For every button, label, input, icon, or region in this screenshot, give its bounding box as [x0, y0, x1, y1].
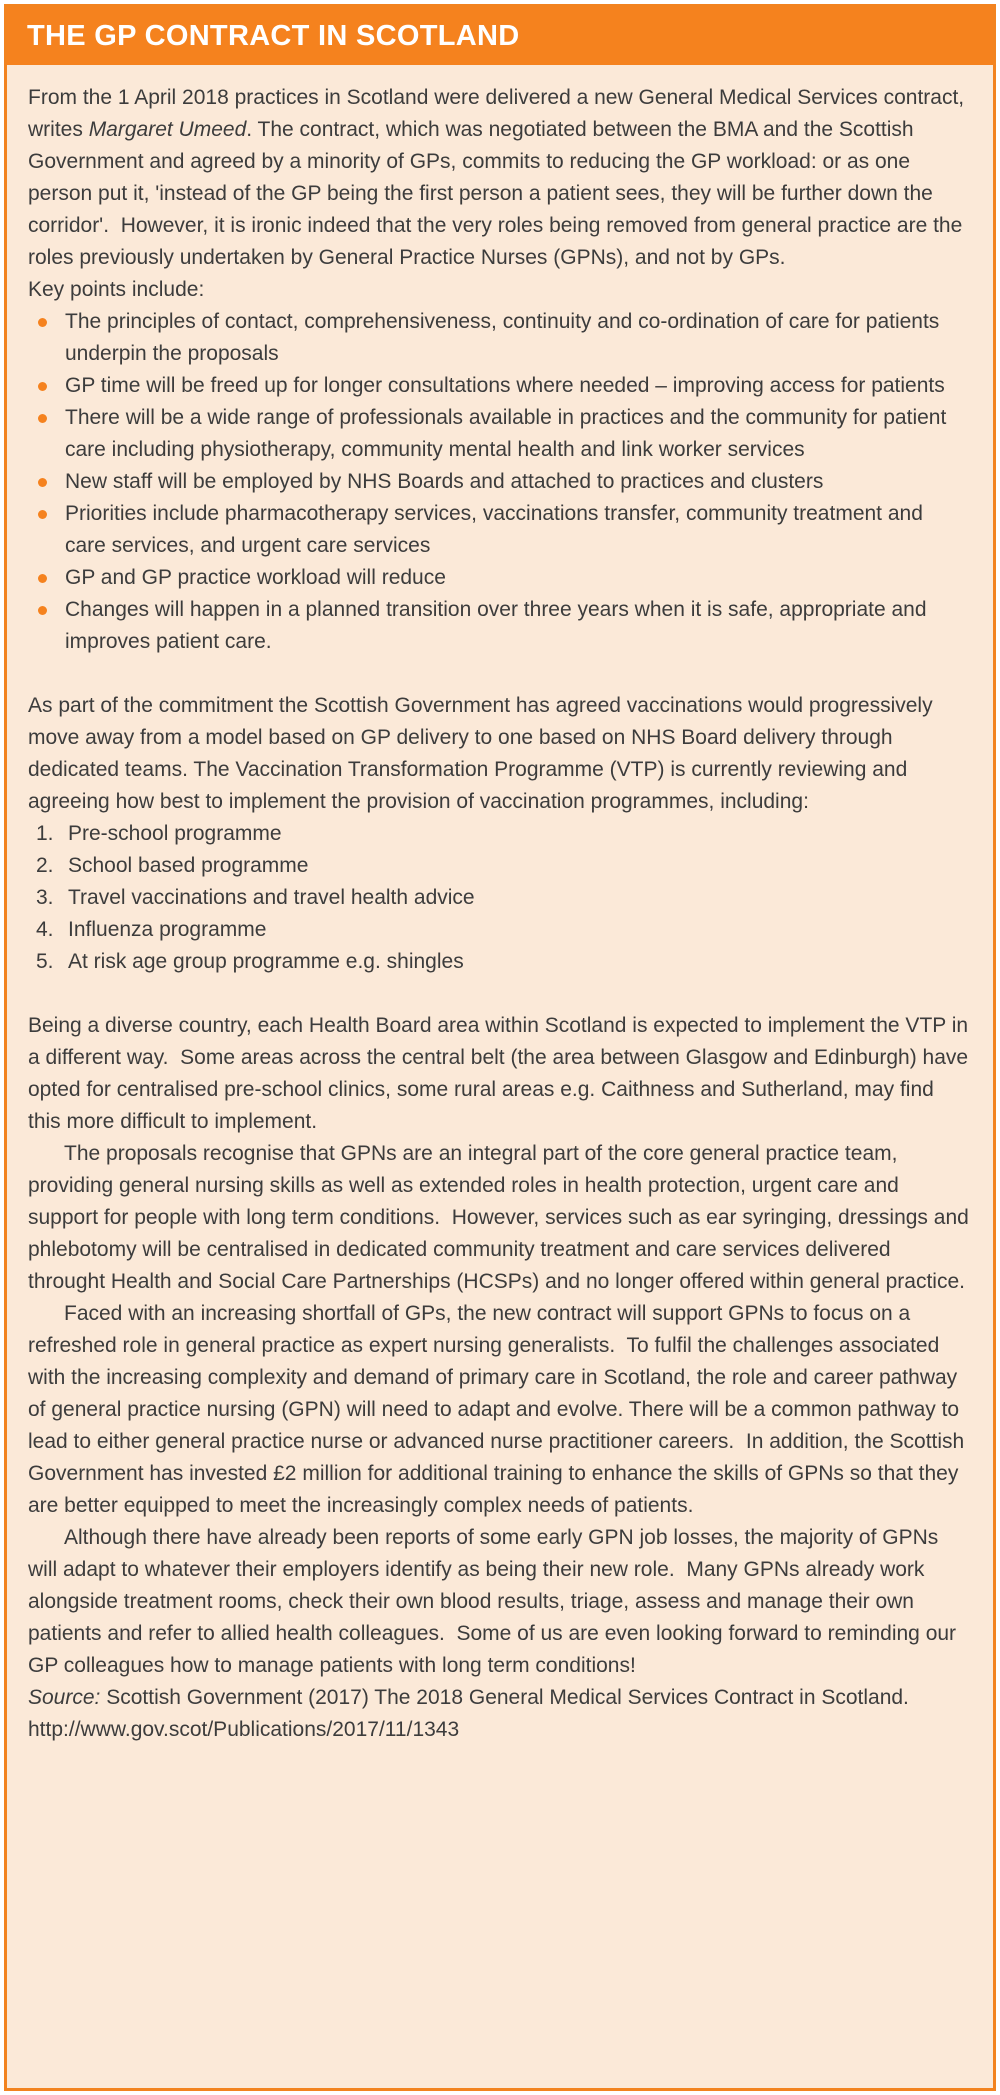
intro-paragraph [28, 82, 969, 274]
bullet-icon [38, 318, 47, 327]
intro-text-continued: . The contract, which was negotiated between the BMA and the Scottish Government and agreed by a minority of GPs, commits to reducing the GP workload: or as one person put it, 'instead of the GP being the first person a patient sees, they will be further down the corridor'. However, it is ironic indeed that the very roles being removed from general practice are the roles previously undertaken by General Practice Nurses (GPNs), and not by GPs. [28, 118, 969, 269]
list-item [28, 594, 969, 658]
bullet-icon [38, 414, 47, 423]
item-number: 4. [36, 918, 54, 941]
list-item [28, 466, 969, 498]
page-title: THE GP CONTRACT IN SCOTLAND [27, 20, 520, 52]
numbered-item [28, 882, 969, 914]
item-text: Travel vaccinations and travel health advice [68, 886, 475, 909]
proposals-paragraph: The proposals recognise that GPNs are an integral part of the core general practice team, providing general nursing skills as well as extended roles in health protection, urgent care and support for people with long term conditions. However, services such as ear syringing, dressings and phlebotomy will be centralised in dedicated community treatment and care services delivered throught Health and Social Care Partnerships (HCSPs) and no longer offered within general practice. [28, 1142, 975, 1293]
health-board-paragraph: Being a diverse country, each Health Board area within Scotland is expected to implement the VTP in a different way. Some areas across the central belt (the area between Glasgow and Edinburgh) have opted for centralised pre-school clinics, some rural areas e.g. Caithness and Sutherland, may find this more difficult to implement. [28, 1014, 974, 1133]
item-text: Pre-school programme [68, 822, 282, 845]
item-number: 5. [36, 950, 54, 973]
job-losses-paragraph: Although there have already been reports of some early GPN job losses, the majority of GPNs will adapt to whatever their employers identify as being their new role. Many GPNs already work alongside treatment rooms, check their own blood results, triage, assess and manage their own patients and refer to allied health colleagues. Some of us are even looking forward to reminding our GP colleagues how to manage patients with long term conditions! [28, 1526, 962, 1677]
key-points-heading: Key points include: [28, 278, 205, 301]
bullet-icon [38, 574, 47, 583]
box-header [7, 7, 993, 65]
bullet-text: There will be a wide range of professionals available in practices and the community for patient care including physiotherapy, community mental health and link worker services [65, 406, 953, 461]
author-name: Margaret Umeed [88, 118, 247, 141]
bullet-text: New staff will be employed by NHS Boards and attached to practices and clusters [65, 470, 824, 493]
bullet-icon [38, 478, 47, 487]
bullet-text: Priorities include pharmacotherapy services, vaccinations transfer, community treatment and care services, and urgent care services [65, 502, 929, 557]
bullet-icon [38, 510, 47, 519]
bullet-text: GP and GP practice workload will reduce [65, 566, 446, 589]
list-item [28, 370, 969, 402]
source-text: Scottish Government (2017) The 2018 General Medical Services Contract in Scotland. http://www.gov.scot/Publications/2017/11/1343 [28, 1686, 915, 1741]
bullet-icon [38, 606, 47, 615]
item-number: 1. [36, 822, 54, 845]
numbered-item [28, 914, 969, 946]
programme-list [28, 818, 969, 978]
bullet-text: Changes will happen in a planned transition over three years when it is safe, appropriate and improves patient care. [65, 598, 933, 653]
bullet-text: The principles of contact, comprehensiveness, continuity and co-ordination of care for patients underpin the proposals [65, 310, 946, 365]
item-number: 3. [36, 886, 54, 909]
numbered-item [28, 818, 969, 850]
vaccination-paragraph: As part of the commitment the Scottish Government has agreed vaccinations would progressively move away from a model based on GP delivery to one based on NHS Board delivery through dedicated teams. The Vaccination Transformation Programme (VTP) is currently reviewing and agreeing how best to implement the provision of vaccination programmes, including: [28, 694, 939, 813]
bullet-text: GP time will be freed up for longer consultations where needed – improving access for patients [65, 374, 945, 397]
gp-shortfall-paragraph: Faced with an increasing shortfall of GPs, the new contract will support GPNs to focus on a refreshed role in general practice as expert nursing generalists. To fulfil the challenges associated with the increasing complexity and demand of primary care in Scotland, the role and career pathway of general practice nursing (GPN) will need to adapt and evolve. There will be a common pathway to lead to either general practice nurse or advanced nurse practitioner careers. In addition, the Scottish Government has invested £2 million for additional training to enhance the skills of GPNs so that they are better equipped to meet the increasingly complex needs of patients. [28, 1302, 971, 1517]
item-text: School based programme [68, 854, 309, 877]
item-text: At risk age group programme e.g. shingles [68, 950, 464, 973]
numbered-item [28, 946, 969, 978]
key-points-list [28, 306, 969, 658]
numbered-item [28, 850, 969, 882]
source-line [28, 1682, 969, 1746]
list-item [28, 402, 969, 466]
box-body [7, 65, 993, 1772]
list-item [28, 498, 969, 562]
item-text: Influenza programme [68, 918, 267, 941]
intro-text: From the 1 April 2018 practices in Scotland were delivered a new General Medical Services contract, writes [28, 86, 970, 141]
bullet-icon [38, 382, 47, 391]
item-number: 2. [36, 854, 54, 877]
list-item [28, 306, 969, 370]
list-item [28, 562, 969, 594]
source-label: Source: [28, 1686, 101, 1709]
article-box [4, 4, 996, 2091]
